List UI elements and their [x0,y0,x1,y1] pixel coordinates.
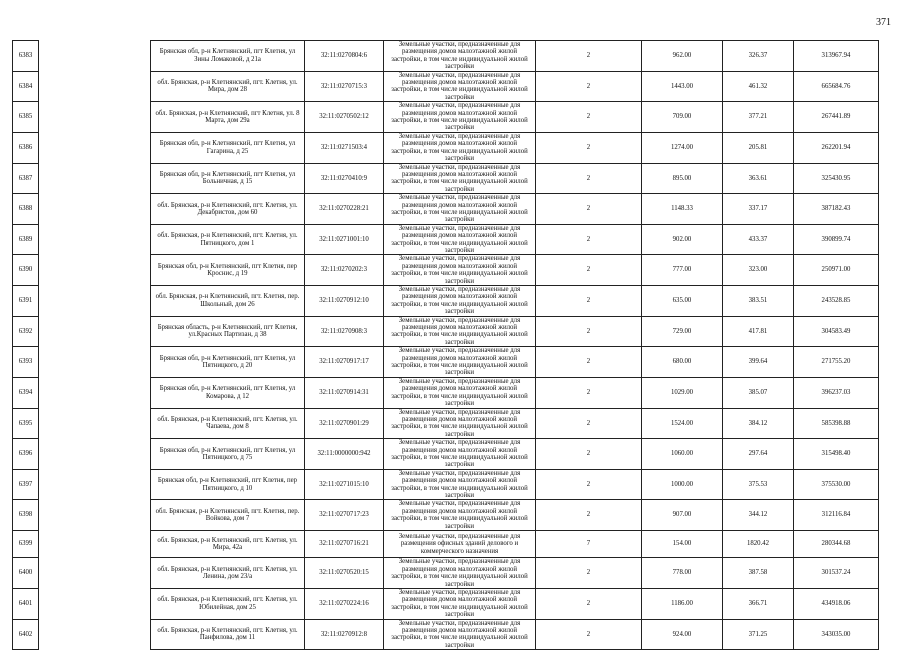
area-cell: 709.00 [642,102,723,133]
address-cell: обл. Брянская, р-н Клетнянский, пгт. Клетня, ул. Юбилейная, дом 25 [151,588,305,619]
address-cell: обл. Брянская, р-н Клетнянский, пгт. Клетня, ул. Мира, 42а [151,531,305,558]
row-number-cell: 6387 [13,163,39,194]
blank-cell [39,500,151,531]
cadastral-value-cell: 387182.43 [794,194,879,225]
address-cell: обл. Брянская, р-н Клетнянский, пгт. Клетня, ул. Чапаева, дом 8 [151,408,305,439]
land-use-cell: Земельные участки, предназначенные для размещения домов малоэтажной жилой застройки, в том числе индивидуальной жилой застройки [384,163,536,194]
cadastral-value-cell: 315498.40 [794,439,879,470]
cadastral-value-cell: 267441.89 [794,102,879,133]
address-cell: обл. Брянская, р-н Клетнянский, пгт. Клетня, ул. Ленина, дом 23/а [151,558,305,589]
row-number-cell: 6402 [13,619,39,650]
table-row [13,132,879,163]
use-group-cell: 2 [536,347,642,378]
area-cell: 778.00 [642,558,723,589]
cadastral-value-cell: 304583.49 [794,316,879,347]
row-number-cell: 6396 [13,439,39,470]
address-cell: обл. Брянская, р-н Клетнянский, пгт. Клетня, пер. Войкова, дом 7 [151,500,305,531]
use-group-cell: 2 [536,71,642,102]
table-row [13,439,879,470]
cadastral-number-cell: 32:11:0271503:4 [305,132,384,163]
table-row [13,588,879,619]
row-number-cell: 6399 [13,531,39,558]
cadastral-number-cell: 32:11:0270917:17 [305,347,384,378]
specific-value-cell: 363.61 [723,163,794,194]
row-number-cell: 6393 [13,347,39,378]
area-cell: 1443.00 [642,71,723,102]
use-group-cell: 2 [536,439,642,470]
land-use-cell: Земельные участки, предназначенные для размещения домов малоэтажной жилой застройки, в том числе индивидуальной жилой застройки [384,377,536,408]
area-cell: 1274.00 [642,132,723,163]
use-group-cell: 2 [536,377,642,408]
blank-cell [39,347,151,378]
area-cell: 635.00 [642,286,723,317]
area-cell: 902.00 [642,224,723,255]
area-cell: 907.00 [642,500,723,531]
land-use-cell: Земельные участки, предназначенные для размещения домов малоэтажной жилой застройки, в том числе индивидуальной жилой застройки [384,347,536,378]
use-group-cell: 2 [536,163,642,194]
row-number-cell: 6383 [13,41,39,72]
cadastral-number-cell: 32:11:0271001:10 [305,224,384,255]
row-number-cell: 6397 [13,469,39,500]
cadastral-value-cell: 250971.00 [794,255,879,286]
cadastral-value-cell: 313967.94 [794,41,879,72]
cadastral-number-cell: 32:11:0270914:31 [305,377,384,408]
table-row [13,558,879,589]
row-number-cell: 6395 [13,408,39,439]
blank-cell [39,163,151,194]
specific-value-cell: 461.32 [723,71,794,102]
land-use-cell: Земельные участки, предназначенные для размещения домов малоэтажной жилой застройки, в том числе индивидуальной жилой застройки [384,224,536,255]
table-row [13,286,879,317]
specific-value-cell: 433.37 [723,224,794,255]
cadastral-number-cell: 32:11:0270804:6 [305,41,384,72]
specific-value-cell: 326.37 [723,41,794,72]
area-cell: 1524.00 [642,408,723,439]
specific-value-cell: 323.00 [723,255,794,286]
cadastral-value-cell: 396237.03 [794,377,879,408]
use-group-cell: 2 [536,588,642,619]
use-group-cell: 2 [536,194,642,225]
blank-cell [39,224,151,255]
area-cell: 1186.00 [642,588,723,619]
specific-value-cell: 387.58 [723,558,794,589]
use-group-cell: 2 [536,132,642,163]
land-use-cell: Земельные участки, предназначенные для размещения домов малоэтажной жилой застройки, в том числе индивидуальной жилой застройки [384,316,536,347]
use-group-cell: 2 [536,619,642,650]
cadastral-number-cell: 32:11:0270228:21 [305,194,384,225]
cadastral-value-cell: 312116.84 [794,500,879,531]
cadastral-value-cell: 434918.06 [794,588,879,619]
land-use-cell: Земельные участки, предназначенные для размещения домов малоэтажной жилой застройки, в том числе индивидуальной жилой застройки [384,255,536,286]
address-cell: Брянская обл, р-н Клетнянский, пгт Клетня, пер Кроснис, д 19 [151,255,305,286]
cadastral-number-cell: 32:11:0270520:15 [305,558,384,589]
blank-cell [39,408,151,439]
specific-value-cell: 344.12 [723,500,794,531]
row-number-cell: 6398 [13,500,39,531]
area-cell: 680.00 [642,347,723,378]
blank-cell [39,102,151,133]
row-number-cell: 6400 [13,558,39,589]
address-cell: Брянская обл, р-н Клетнянский, пгт Клетня, ул Гагарина, д 25 [151,132,305,163]
cadastral-number-cell: 32:11:0000000:942 [305,439,384,470]
row-number-cell: 6388 [13,194,39,225]
row-number-cell: 6394 [13,377,39,408]
specific-value-cell: 384.12 [723,408,794,439]
blank-cell [39,377,151,408]
cadastral-number-cell: 32:11:0270410:9 [305,163,384,194]
row-number-cell: 6392 [13,316,39,347]
specific-value-cell: 377.21 [723,102,794,133]
cadastral-value-cell: 280344.68 [794,531,879,558]
specific-value-cell: 417.81 [723,316,794,347]
address-cell: обл. Брянская, р-н Клетнянский, пгт. Клетня, ул. Мира, дом 28 [151,71,305,102]
table-row [13,316,879,347]
specific-value-cell: 366.71 [723,588,794,619]
table-row [13,194,879,225]
table-row [13,619,879,650]
land-use-cell: Земельные участки, предназначенные для размещения домов малоэтажной жилой застройки, в том числе индивидуальной жилой застройки [384,71,536,102]
cadastral-value-cell: 665684.76 [794,71,879,102]
blank-cell [39,316,151,347]
address-cell: Брянская обл, р-н Клетнянский, пгт Клетня, ул Комарова, д 12 [151,377,305,408]
use-group-cell: 2 [536,255,642,286]
specific-value-cell: 385.07 [723,377,794,408]
area-cell: 1060.00 [642,439,723,470]
land-use-cell: Земельные участки, предназначенные для размещения домов малоэтажной жилой застройки, в том числе индивидуальной жилой застройки [384,619,536,650]
blank-cell [39,558,151,589]
table-row [13,347,879,378]
blank-cell [39,531,151,558]
table-row [13,255,879,286]
blank-cell [39,588,151,619]
cadastral-value-cell: 301537.24 [794,558,879,589]
cadastral-value-cell: 271755.20 [794,347,879,378]
cadastral-number-cell: 32:11:0270908:3 [305,316,384,347]
table-row [13,469,879,500]
use-group-cell: 7 [536,531,642,558]
page-number: 371 [876,17,891,28]
address-cell: Брянская обл, р-н Клетнянский, пгт Клетня, пер Пятницкого, д 10 [151,469,305,500]
use-group-cell: 2 [536,558,642,589]
land-use-cell: Земельные участки, предназначенные для размещения домов малоэтажной жилой застройки, в том числе индивидуальной жилой застройки [384,558,536,589]
use-group-cell: 2 [536,469,642,500]
area-cell: 962.00 [642,41,723,72]
land-use-cell: Земельные участки, предназначенные для размещения домов малоэтажной жилой застройки, в том числе индивидуальной жилой застройки [384,588,536,619]
land-use-cell: Земельные участки, предназначенные для размещения домов малоэтажной жилой застройки, в том числе индивидуальной жилой застройки [384,132,536,163]
address-cell: обл. Брянская, р-н Клетнянский, пгт. Клетня, ул. Пятницкого, дом 1 [151,224,305,255]
cadastral-number-cell: 32:11:0270202:3 [305,255,384,286]
specific-value-cell: 297.64 [723,439,794,470]
area-cell: 154.00 [642,531,723,558]
cadastral-number-cell: 32:11:0270912:10 [305,286,384,317]
cadastral-value-cell: 325430.95 [794,163,879,194]
address-cell: обл. Брянская, р-н Клетнянский, пгт Клетня, ул. 8 Марта, дом 29а [151,102,305,133]
specific-value-cell: 383.51 [723,286,794,317]
address-cell: обл. Брянская, р-н Клетнянский, пгт. Клетня, ул. Панфилова, дом 11 [151,619,305,650]
land-use-cell: Земельные участки, предназначенные для размещения домов малоэтажной жилой застройки, в том числе индивидуальной жилой застройки [384,469,536,500]
blank-cell [39,71,151,102]
blank-cell [39,619,151,650]
area-cell: 895.00 [642,163,723,194]
blank-cell [39,41,151,72]
address-cell: Брянская обл, р-н Клетнянский, пгт Клетня, ул Больничная, д 15 [151,163,305,194]
cadastral-value-cell: 585398.88 [794,408,879,439]
cadastral-number-cell: 32:11:0270224:16 [305,588,384,619]
land-use-cell: Земельные участки, предназначенные для размещения домов малоэтажной жилой застройки, в том числе индивидуальной жилой застройки [384,408,536,439]
specific-value-cell: 375.53 [723,469,794,500]
cadastral-value-cell: 390899.74 [794,224,879,255]
area-cell: 777.00 [642,255,723,286]
cadastral-value-cell: 243528.85 [794,286,879,317]
blank-cell [39,286,151,317]
address-cell: обл. Брянская, р-н Клетнянский, пгт. Клетня, ул. Декабристов, дом 60 [151,194,305,225]
specific-value-cell: 399.64 [723,347,794,378]
cadastral-value-cell: 343035.00 [794,619,879,650]
table-row [13,41,879,72]
row-number-cell: 6389 [13,224,39,255]
address-cell: Брянская область, р-н Клетнянский, пгт Клетня, ул.Красных Партизан, д 38 [151,316,305,347]
use-group-cell: 2 [536,286,642,317]
table-row [13,500,879,531]
cadastral-number-cell: 32:11:0270502:12 [305,102,384,133]
table-row [13,102,879,133]
address-cell: Брянская обл, р-н Клетнянский, пгт Клетня, ул Зины Ломаковой, д 21а [151,41,305,72]
table-body [13,41,879,650]
area-cell: 1148.33 [642,194,723,225]
table-row [13,71,879,102]
table-row [13,377,879,408]
specific-value-cell: 371.25 [723,619,794,650]
table-row [13,224,879,255]
row-number-cell: 6401 [13,588,39,619]
specific-value-cell: 337.17 [723,194,794,225]
area-cell: 924.00 [642,619,723,650]
use-group-cell: 2 [536,408,642,439]
cadastral-value-cell: 262201.94 [794,132,879,163]
table-row [13,163,879,194]
table-row [13,408,879,439]
table-row [13,531,879,558]
area-cell: 1000.00 [642,469,723,500]
land-use-cell: Земельные участки, предназначенные для размещения домов малоэтажной жилой застройки, в том числе индивидуальной жилой застройки [384,102,536,133]
cadastral-number-cell: 32:11:0270716:21 [305,531,384,558]
use-group-cell: 2 [536,316,642,347]
use-group-cell: 2 [536,102,642,133]
area-cell: 729.00 [642,316,723,347]
cadastral-number-cell: 32:11:0270715:3 [305,71,384,102]
row-number-cell: 6384 [13,71,39,102]
blank-cell [39,255,151,286]
cadastral-value-cell: 375530.00 [794,469,879,500]
cadastral-number-cell: 32:11:0271015:10 [305,469,384,500]
specific-value-cell: 1820.42 [723,531,794,558]
use-group-cell: 2 [536,500,642,531]
blank-cell [39,132,151,163]
address-cell: Брянская обл, р-н Клетнянский, пгт Клетня, ул Пятницкого, д 20 [151,347,305,378]
address-cell: обл. Брянская, р-н Клетнянский, пгт. Клетня, пер. Школьный, дом 26 [151,286,305,317]
land-use-cell: Земельные участки, предназначенные для размещения домов малоэтажной жилой застройки, в том числе индивидуальной жилой застройки [384,194,536,225]
land-use-cell: Земельные участки, предназначенные для размещения домов малоэтажной жилой застройки, в том числе индивидуальной жилой застройки [384,286,536,317]
row-number-cell: 6386 [13,132,39,163]
address-cell: Брянская обл, р-н Клетнянский, пгт Клетня, ул Пятницкого, д 75 [151,439,305,470]
specific-value-cell: 205.81 [723,132,794,163]
area-cell: 1029.00 [642,377,723,408]
cadastral-number-cell: 32:11:0270901:29 [305,408,384,439]
cadastral-number-cell: 32:11:0270717:23 [305,500,384,531]
land-use-cell: Земельные участки, предназначенные для размещения домов малоэтажной жилой застройки, в том числе индивидуальной жилой застройки [384,439,536,470]
land-use-cell: Земельные участки, предназначенные для размещения офисных зданий делового и коммерческого назначения [384,531,536,558]
row-number-cell: 6390 [13,255,39,286]
row-number-cell: 6391 [13,286,39,317]
land-use-cell: Земельные участки, предназначенные для размещения домов малоэтажной жилой застройки, в том числе индивидуальной жилой застройки [384,41,536,72]
use-group-cell: 2 [536,224,642,255]
use-group-cell: 2 [536,41,642,72]
blank-cell [39,469,151,500]
row-number-cell: 6385 [13,102,39,133]
blank-cell [39,194,151,225]
cadastral-value-table [12,40,879,650]
land-use-cell: Земельные участки, предназначенные для размещения домов малоэтажной жилой застройки, в том числе индивидуальной жилой застройки [384,500,536,531]
cadastral-number-cell: 32:11:0270912:8 [305,619,384,650]
blank-cell [39,439,151,470]
